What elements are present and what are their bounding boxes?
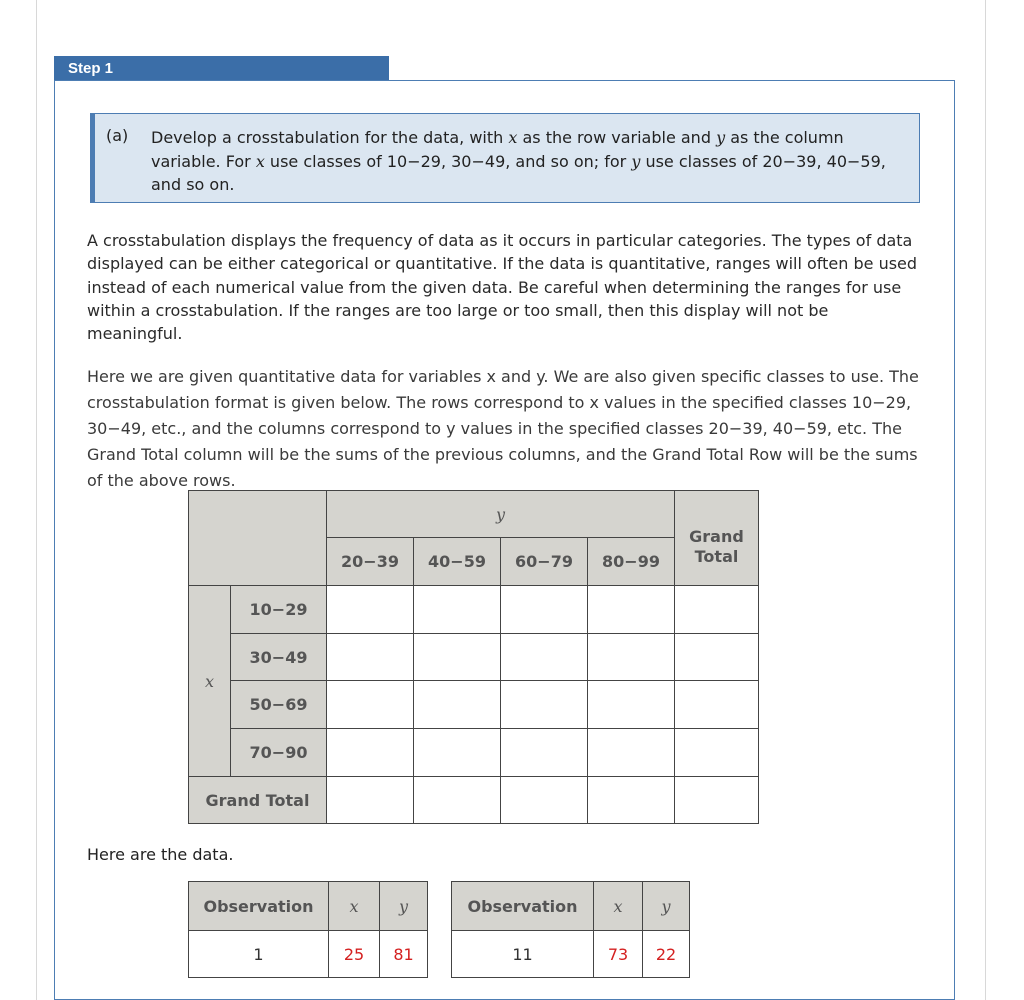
crosstab-cell [674,680,759,729]
crosstab-cell [326,728,414,777]
crosstab-cell [500,776,588,824]
question-letter: (a) [106,126,129,145]
crosstab-cell [674,633,759,681]
x-header: x [328,881,380,931]
crosstab-cell [587,776,675,824]
y-header: y [379,881,428,931]
crosstab-cell [587,633,675,681]
row-header-3: 50−69 [230,680,327,729]
crosstab-cell [587,728,675,777]
crosstab-cell [587,680,675,729]
row-header-1: 10−29 [230,585,327,634]
crosstab-cell [500,633,588,681]
crosstab-cell [674,728,759,777]
crosstab-cell [674,776,759,824]
crosstab-cell [413,728,501,777]
observation-header: Observation [451,881,594,931]
observation-header: Observation [188,881,329,931]
step-header: Step 1 [54,56,389,81]
x-value: 25 [328,930,380,978]
y-value: 22 [642,930,690,978]
explanation-paragraph-2: Here we are given quantitative data for variables x and y. We are also given specific classes to use. The crosstabulation format is given below. The rows correspond to x values in the specified classes 10−29, 30−49, etc., and the columns correspond to y values in the specified classes 20−39, 40−59, etc. The Grand Total column will be the sums of the previous columns, and the Grand Total Row will be the sums of the above rows. [87,367,919,490]
grand-total-col-header: Grand Total [674,490,759,586]
crosstab-cell [674,585,759,634]
observation-value: 11 [451,930,594,978]
crosstab-cell [587,585,675,634]
crosstab-cell [500,585,588,634]
crosstab-cell [326,776,414,824]
row-header-4: 70−90 [230,728,327,777]
crosstab-cell [326,680,414,729]
data-intro: Here are the data. [87,845,234,864]
col-header-3: 60−79 [500,537,588,586]
row-header-2: 30−49 [230,633,327,681]
col-header-4: 80−99 [587,537,675,586]
x-header: x [593,881,643,931]
crosstab-cell [326,585,414,634]
y-variable-label: y [326,490,675,538]
crosstab-cell [413,633,501,681]
question-text: Develop a crosstabulation for the data, with x as the row variable and y as the column variable. For x use classes of 10−29, 30−49, and so on; for y use classes of 20−39, 40−59, and so on. [151,128,886,194]
x-value: 73 [593,930,643,978]
crosstab-cell [500,728,588,777]
col-header-2: 40−59 [413,537,501,586]
observation-value: 1 [188,930,329,978]
crosstab-cell [326,633,414,681]
col-header-1: 20−39 [326,537,414,586]
y-header: y [642,881,690,931]
crosstab-cell [413,680,501,729]
grand-total-row-header: Grand Total [188,776,327,824]
crosstab-cell [500,680,588,729]
x-variable-label: x [188,585,231,777]
explanation-paragraph-1: A crosstabulation displays the frequency of data as it occurs in particular categories. The types of data displayed can be either categorical or quantitative. If the data is quantitative, ranges will often be used instead of each numerical value from the given data. Be careful when determining the ranges for use within a crosstabulation. If the ranges are too large or too small, then this display will not be meaningful. [87,231,918,344]
crosstab-cell [413,776,501,824]
crosstab-corner [188,490,327,586]
crosstab-cell [413,585,501,634]
y-value: 81 [379,930,428,978]
